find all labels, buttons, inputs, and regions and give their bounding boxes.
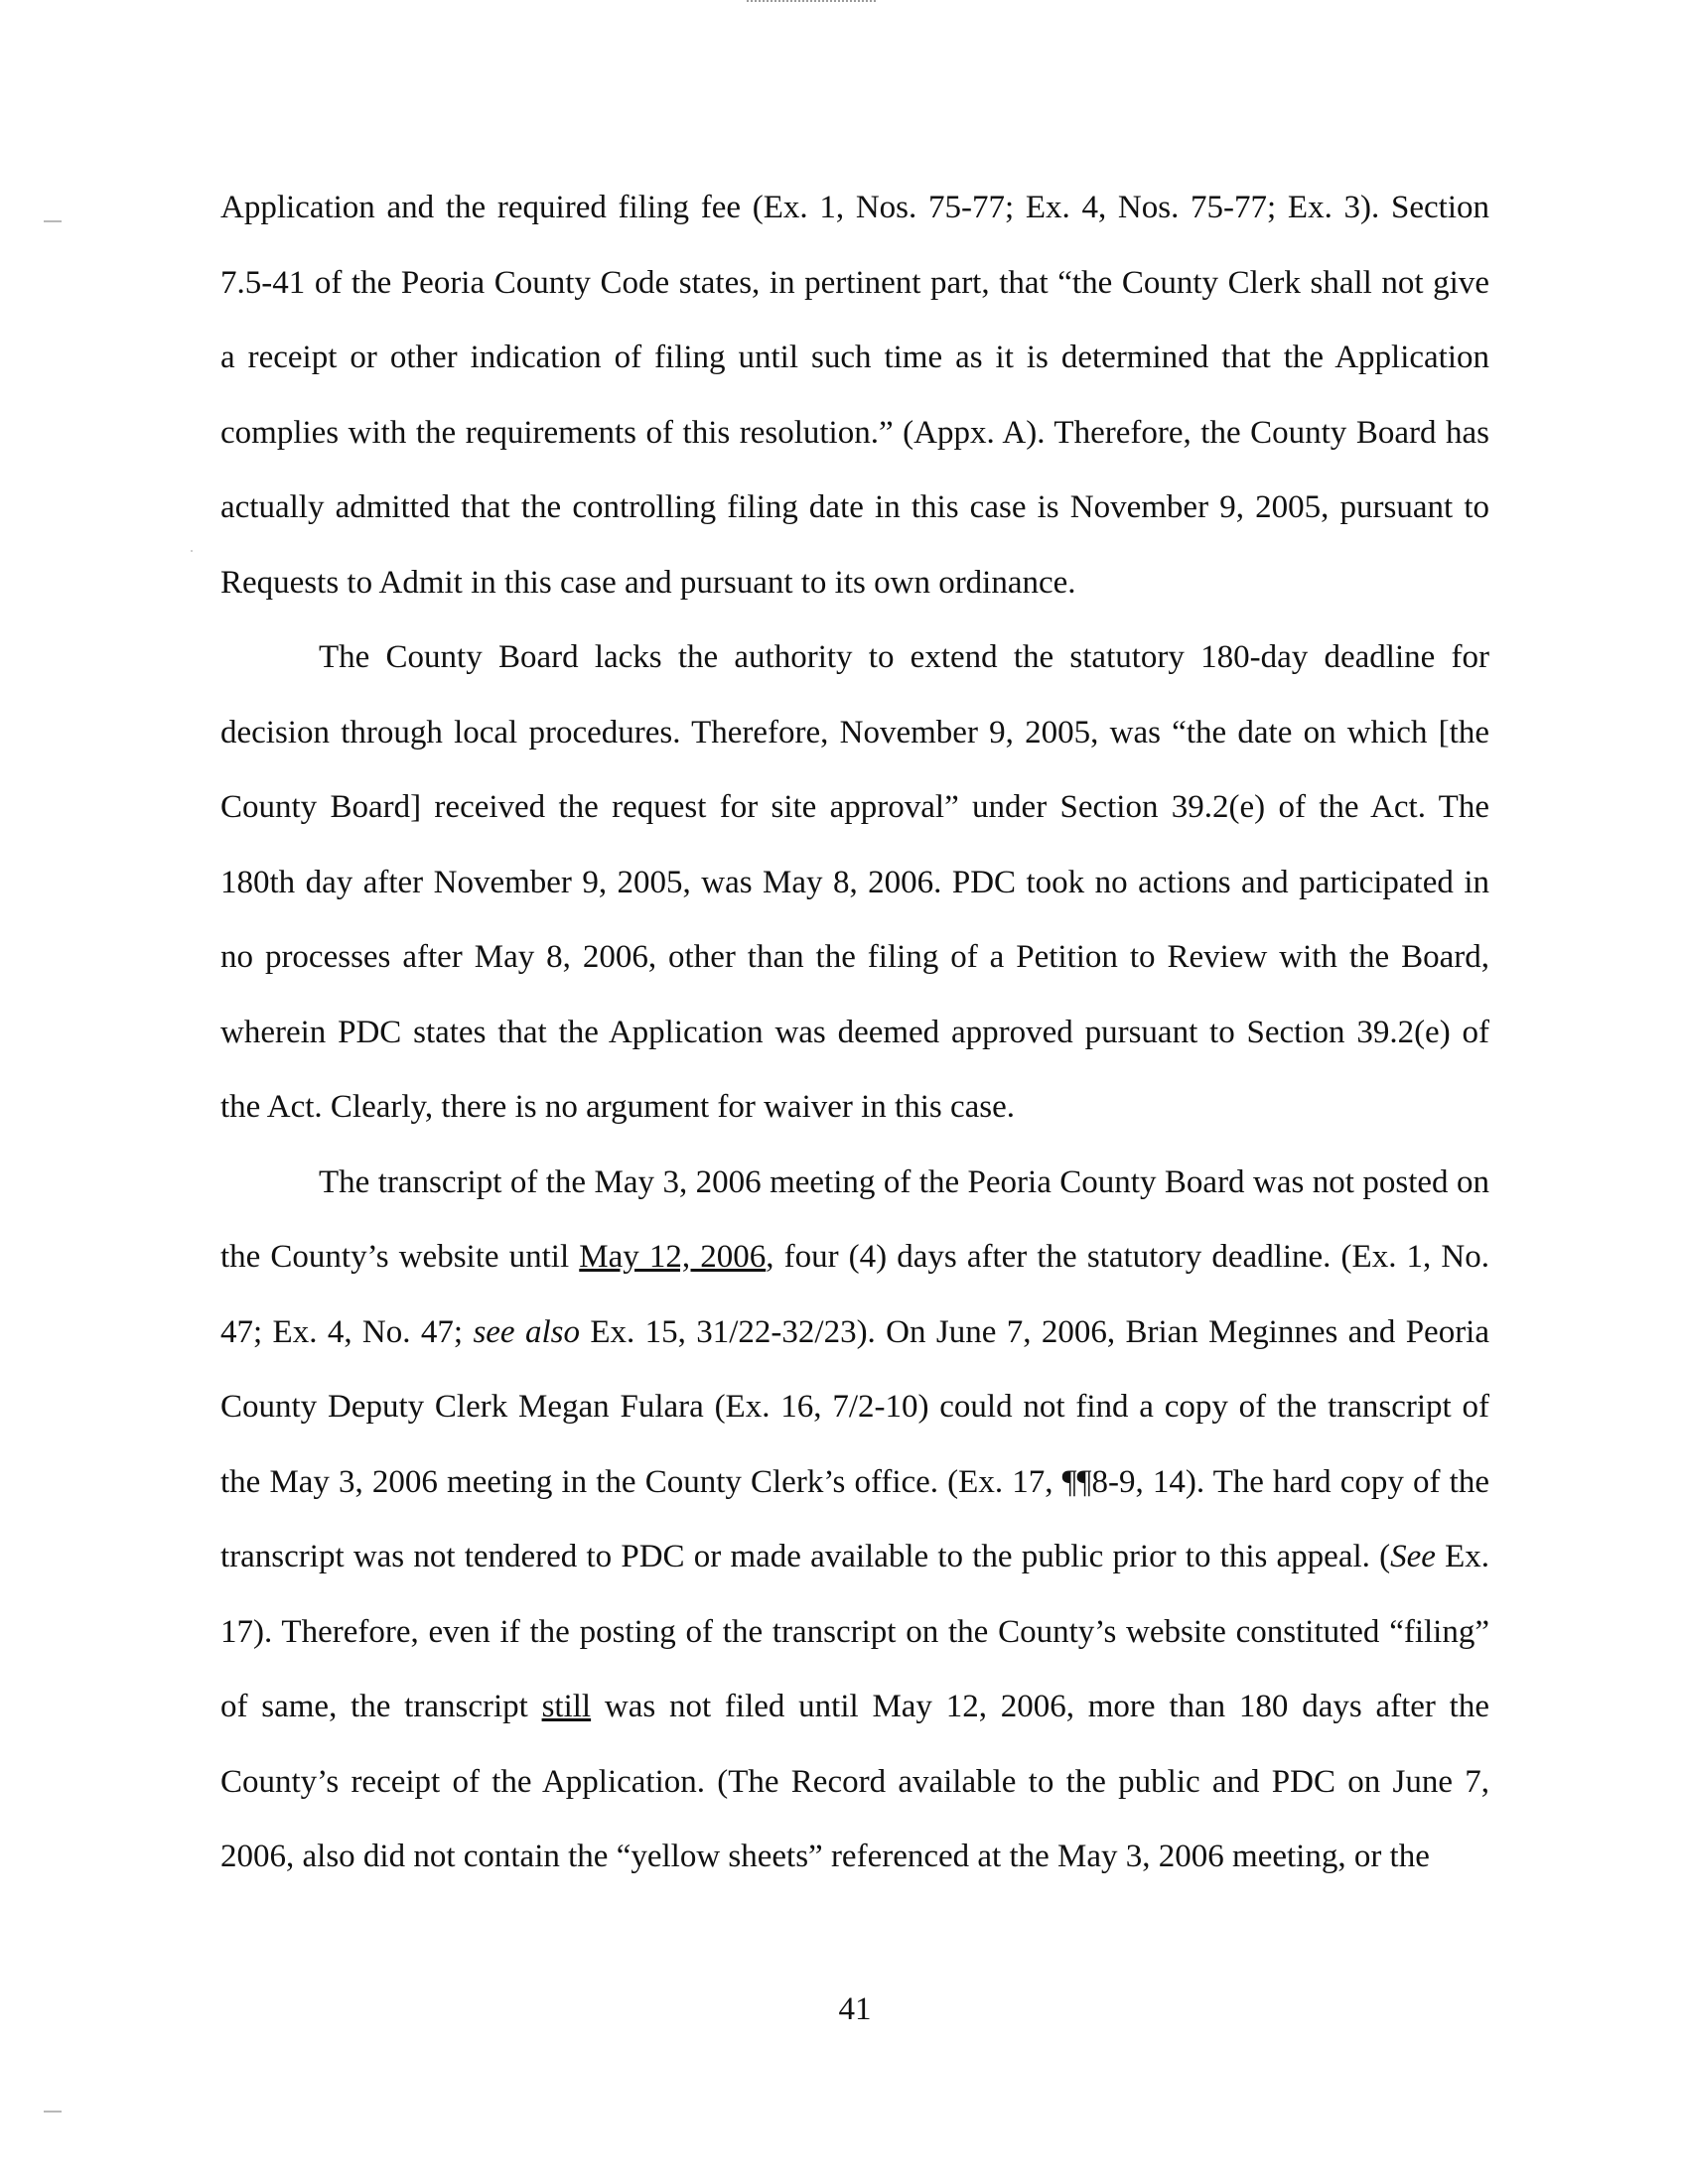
scan-margin-mark-bottom [44, 2111, 62, 2113]
paragraph-text: Ex. 17). Therefore, even if the posting of the transcript on the County’s website constituted “filing” of same, the transcript [220, 1539, 1489, 1724]
italic-citation-signal: See [1390, 1539, 1436, 1574]
italic-citation-signal: see also [473, 1313, 580, 1350]
paragraph-text: , four (4) days after the statutory deadline. (Ex. 1, No. 47; Ex. 4, No. 47; [220, 1239, 1489, 1350]
scan-margin-mark-middle [191, 550, 193, 552]
paragraph-text: The transcript of the May 3, 2006 meeting of the Peoria County Board was not posted on the County’s website until [220, 1163, 1489, 1275]
paragraph-text: The County Board lacks the authority to extend the statutory 180-day deadline for decision through local procedures. Therefore, November 9, 2005, was “the date on which [the County Board] received the request for site approval” under Section 39.2(e) of the Act. The 180th day after November 9, 2005, was May 8, 2006. PDC took no actions and participated in no processes after May 8, 2006, other than the filing of a Petition to Review with the Board, wherein PDC states that the Application was deemed approved pursuant to Section 39.2(e) of the Act. Clearly, there is no argument for waiver in this case. [220, 639, 1489, 1125]
paragraph-text: was not filed until May 12, 2006, more than 180 days after the County’s receipt of the Application. (The Record available to the public and PDC on June 7, 2006, also did not contain the “yellow sheets” referenced at the May 3, 2006 meeting, or the [220, 1689, 1489, 1874]
underlined-date: May 12, 2006 [579, 1239, 767, 1275]
paragraph-continued [220, 171, 1489, 620]
scan-header-mark [747, 0, 876, 6]
paragraph-transcript [220, 1146, 1489, 1895]
document-body [220, 171, 1489, 1895]
scan-margin-mark-top [44, 220, 62, 222]
underlined-emphasis: still [541, 1689, 592, 1724]
page-number: 41 [838, 1991, 872, 2027]
paragraph-text: Ex. 15, 31/22-32/23). On June 7, 2006, Brian Meginnes and Peoria County Deputy Clerk Megan Fulara (Ex. 16, 7/2-10) could not find a copy of the transcript of the May 3, 2006 meeting in the County Clerk’s office. (Ex. 17, ¶¶8-9, 14). The hard copy of the transcript was not tendered to PDC or made available to the public prior to this appeal. ( [220, 1313, 1490, 1574]
paragraph-authority [220, 620, 1489, 1146]
paragraph-text: Application and the required filing fee (Ex. 1, Nos. 75-77; Ex. 4, Nos. 75-77; Ex. 3). Section 7.5-41 of the Peoria County Code states, in pertinent part, that “the County Clerk shall not give a receipt or other indication of filing until such time as it is determined that the Application complies with the requirements of this resolution.” (Appx. A). Therefore, the County Board has actually admitted that the controlling filing date in this case is November 9, 2005, pursuant to Requests to Admit in this case and pursuant to its own ordinance. [220, 190, 1489, 601]
